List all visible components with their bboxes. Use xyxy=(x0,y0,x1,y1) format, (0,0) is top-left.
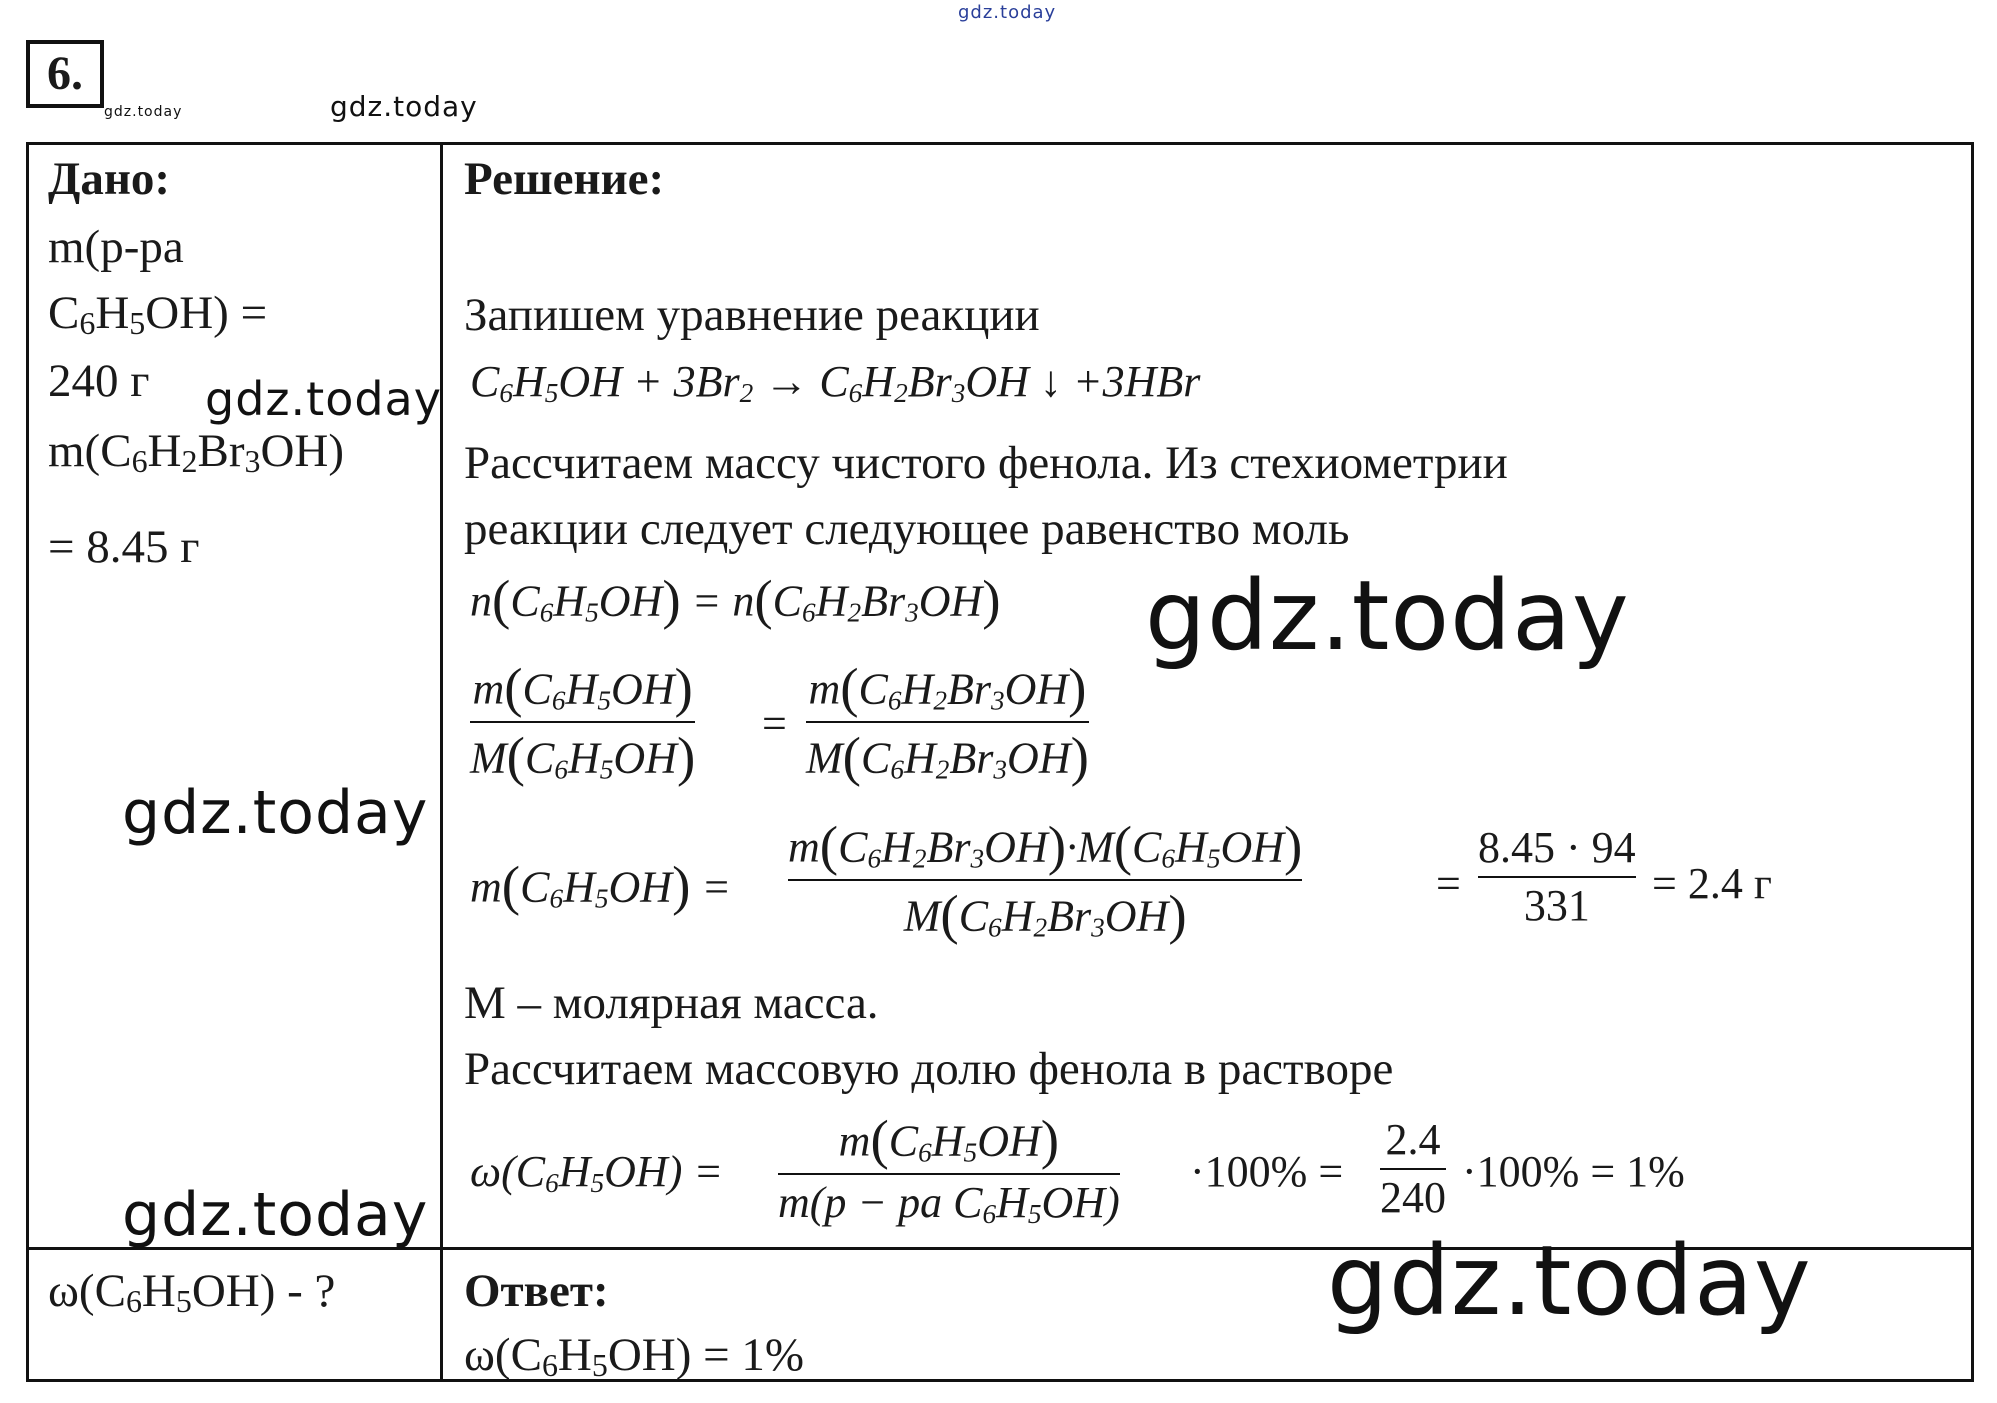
equals-sign: = xyxy=(762,699,787,748)
omega-result: ·100% = 1% xyxy=(1462,1147,1685,1196)
watermark-header: gdz.today xyxy=(330,90,478,123)
text-3: Рассчитаем массовую долю фенола в растворе xyxy=(464,1043,1394,1095)
given-line1: m(р-ра xyxy=(48,221,184,273)
find-line: ω(C6H5OH) - ? xyxy=(48,1265,336,1319)
omega-numeric-fraction: 2.4 240 xyxy=(1380,1115,1446,1222)
column-divider xyxy=(440,142,443,1382)
watermark-small: gdz.today xyxy=(104,104,183,120)
reaction-equation: C6H5OH + 3Br2 → C6H2Br3OH ↓ +3HBr xyxy=(470,357,1201,408)
answer-header: Ответ: xyxy=(464,1265,609,1317)
omega-symbolic-fraction: m(C6H5OH) m(p − pa C6H5OH) xyxy=(778,1109,1120,1229)
watermark-given-3: gdz.today xyxy=(122,1180,429,1250)
given-line4: m(C6H2Br3OH) xyxy=(48,425,345,479)
watermark-large-1: gdz.today xyxy=(1145,560,1630,672)
mass-symbolic-fraction: m(C6H2Br3OH)·M(C6H5OH) M(C6H2Br3OH) xyxy=(788,815,1303,945)
molar-note: M – молярная масса. xyxy=(464,977,879,1029)
given-line5: = 8.45 г xyxy=(48,521,200,573)
given-header: Дано: xyxy=(48,153,171,205)
given-line2: C6H5OH) = xyxy=(48,287,268,341)
text-1: Рассчитаем массу чистого фенола. Из стехиометрии xyxy=(464,437,1508,489)
problem-number: 6. xyxy=(26,40,104,108)
ratio-right-fraction: m(C6H2Br3OH) M(C6H2Br3OH) xyxy=(806,657,1089,787)
ratio-left-fraction: m(C6H5OH) M(C6H5OH) xyxy=(470,657,696,787)
omega-factor-1: ·100% = xyxy=(1190,1147,1344,1196)
solution-header: Решение: xyxy=(464,153,665,205)
watermark-top: gdz.today xyxy=(958,2,1057,23)
mass-lhs: m(C6H5OH) = xyxy=(470,855,732,916)
watermark-large-2: gdz.today xyxy=(1327,1225,1812,1337)
given-line3: 240 г xyxy=(48,355,150,407)
text-2: реакции следует следующее равенство моль xyxy=(464,503,1350,555)
mass-result: = 2.4 г xyxy=(1652,859,1772,908)
mole-equality: n(C6H5OH) = n(C6H2Br3OH) xyxy=(470,569,1001,630)
watermark-given-2: gdz.today xyxy=(122,778,429,848)
equals-sign-2: = xyxy=(1436,859,1461,908)
reaction-intro: Запишем уравнение реакции xyxy=(464,289,1040,341)
answer-line: ω(C6H5OH) = 1% xyxy=(464,1329,805,1383)
omega-lhs: ω(C6H5OH) = xyxy=(470,1147,724,1198)
mass-numeric-fraction: 8.45 · 94 331 xyxy=(1478,823,1636,930)
watermark-given-1: gdz.today xyxy=(205,372,442,426)
